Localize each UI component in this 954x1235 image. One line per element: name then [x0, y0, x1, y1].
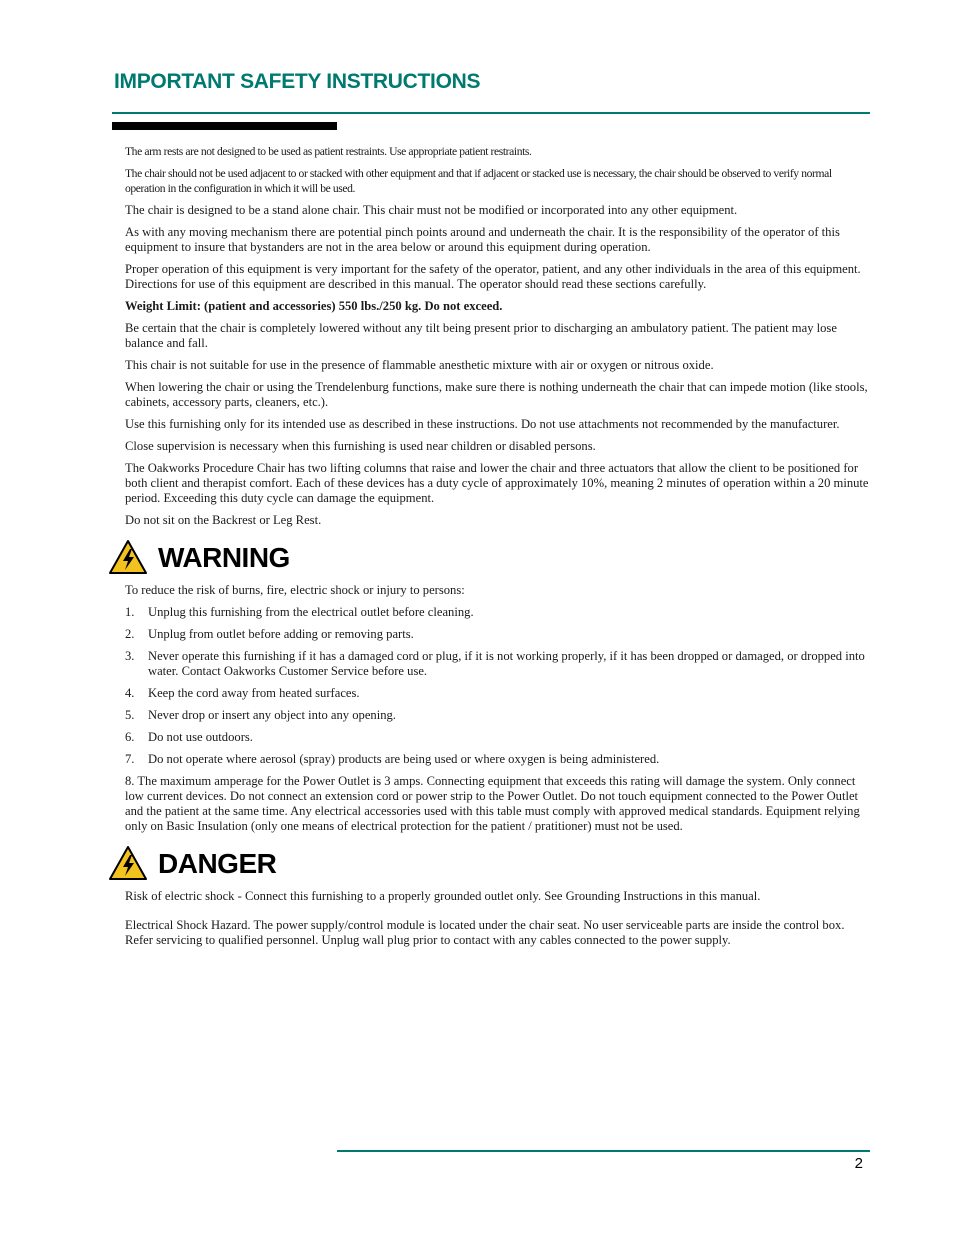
list-item-text: Never operate this furnishing if it has a damaged cord or plug, if it is not working properly, if it has been dropped or damaged, or dropped into water. Contact Oakworks Customer Service before use. — [148, 649, 865, 678]
safety-paragraph: When lowering the chair or using the Trendelenburg functions, make sure there is nothing underneath the chair that can impede motion (like stools, cabinets, accessory parts, cleaners, etc.). — [125, 380, 868, 409]
safety-paragraph: Do not sit on the Backrest or Leg Rest. — [125, 513, 322, 527]
safety-paragraph: This chair is not suitable for use in the presence of flammable anesthetic mixture with air or oxygen or nitrous oxide. — [125, 358, 714, 372]
high-voltage-warning-icon — [108, 539, 148, 575]
danger-heading — [108, 843, 870, 883]
list-item-number: 5. — [125, 708, 135, 722]
list-item — [125, 708, 870, 723]
section-bar — [112, 122, 337, 130]
list-item-number: 3. — [125, 649, 135, 663]
list-item — [125, 605, 870, 620]
warning-label: WARNING — [158, 541, 290, 573]
list-item-number: 4. — [125, 686, 135, 700]
safety-paragraph: Close supervision is necessary when this furnishing is used near children or disabled persons. — [125, 439, 596, 453]
list-item — [125, 686, 870, 701]
power-outlet-notice: 8. The maximum amperage for the Power Outlet is 3 amps. Connecting equipment that exceeds this rating will damage the system. Only connect low current devices. Do not connect an extension cord or power strip to the Power Outlet. Do not touch equipment connected to the Power Outlet and the patient at the same time. Any electrical accessories used with this table must comply with approved medical standards. Equipment relying only on Basic Insulation (only one means of electrical protection for the patient / pratitioner) must not be used. — [125, 774, 860, 833]
weight-limit-notice: Weight Limit: (patient and accessories) 550 lbs./250 kg. Do not exceed. — [125, 299, 503, 313]
list-item — [125, 730, 870, 745]
safety-paragraph: Proper operation of this equipment is very important for the safety of the operator, patient, and any other individuals in the area of this equipment. Directions for use of this equipment are described in this manual. The operator should read these sections carefully. — [125, 262, 861, 291]
list-item-number: 2. — [125, 627, 135, 641]
page-number: 2 — [854, 1155, 863, 1172]
list-item-text: Never drop or insert any object into any opening. — [148, 708, 396, 722]
list-item-number: 1. — [125, 605, 135, 619]
footer-divider — [337, 1150, 870, 1152]
list-item-text: Keep the cord away from heated surfaces. — [148, 686, 360, 700]
danger-paragraph: Electrical Shock Hazard. The power supply/control module is located under the chair seat. No user serviceable parts are inside the control box. Refer servicing to qualified personnel. Unplug wall plug prior to contact with any cables connected to the power supply. — [125, 918, 845, 947]
safety-paragraph: Be certain that the chair is completely lowered without any tilt being present prior to discharging an ambulatory patient. The patient may lose balance and fall. — [125, 321, 837, 350]
document-body — [125, 144, 870, 955]
list-item — [125, 627, 870, 642]
list-item-text: Do not operate where aerosol (spray) products are being used or where oxygen is being administered. — [148, 752, 660, 766]
safety-paragraph: The chair is designed to be a stand alone chair. This chair must not be modified or incorporated into any other equipment. — [125, 203, 738, 217]
list-item-text: Do not use outdoors. — [148, 730, 253, 744]
list-item — [125, 649, 870, 679]
list-item — [125, 752, 870, 767]
list-item-text: Unplug this furnishing from the electrical outlet before cleaning. — [148, 605, 474, 619]
page-title: IMPORTANT SAFETY INSTRUCTIONS — [114, 70, 481, 93]
warning-heading — [108, 537, 870, 577]
safety-paragraph: The Oakworks Procedure Chair has two lifting columns that raise and lower the chair and three actuators that allow the client to be positioned for both client and therapist comfort. Each of these devices has a duty cycle of approximately 10%, meaning 2 minutes of operation within a 20 minute period. Exceeding this duty cycle can damage the equipment. — [125, 461, 869, 505]
safety-paragraph: As with any moving mechanism there are potential pinch points around and underneath the chair. It is the responsibility of the operator of this equipment to insure that bystanders are not in the area below or around this equipment during operation. — [125, 225, 840, 254]
high-voltage-warning-icon — [108, 845, 148, 881]
warning-intro: To reduce the risk of burns, fire, electric shock or injury to persons: — [125, 583, 465, 597]
safety-paragraph: The arm rests are not designed to be used as patient restraints. Use appropriate patient restraints. — [125, 145, 532, 158]
list-item-number: 6. — [125, 730, 135, 744]
safety-paragraph: Use this furnishing only for its intended use as described in these instructions. Do not use attachments not recommended by the manufacturer. — [125, 417, 840, 431]
list-item-number: 7. — [125, 752, 135, 766]
list-item-text: Unplug from outlet before adding or removing parts. — [148, 627, 414, 641]
safety-paragraph: The chair should not be used adjacent to or stacked with other equipment and that if adjacent or stacked use is necessary, the chair should be observed to verify normal operation in the configuration in which it will be used. — [125, 167, 832, 195]
warning-list — [125, 605, 870, 767]
danger-label: DANGER — [158, 847, 277, 879]
header-divider — [112, 112, 870, 114]
danger-paragraph: Risk of electric shock - Connect this furnishing to a properly grounded outlet only. See Grounding Instructions in this manual. — [125, 889, 761, 903]
